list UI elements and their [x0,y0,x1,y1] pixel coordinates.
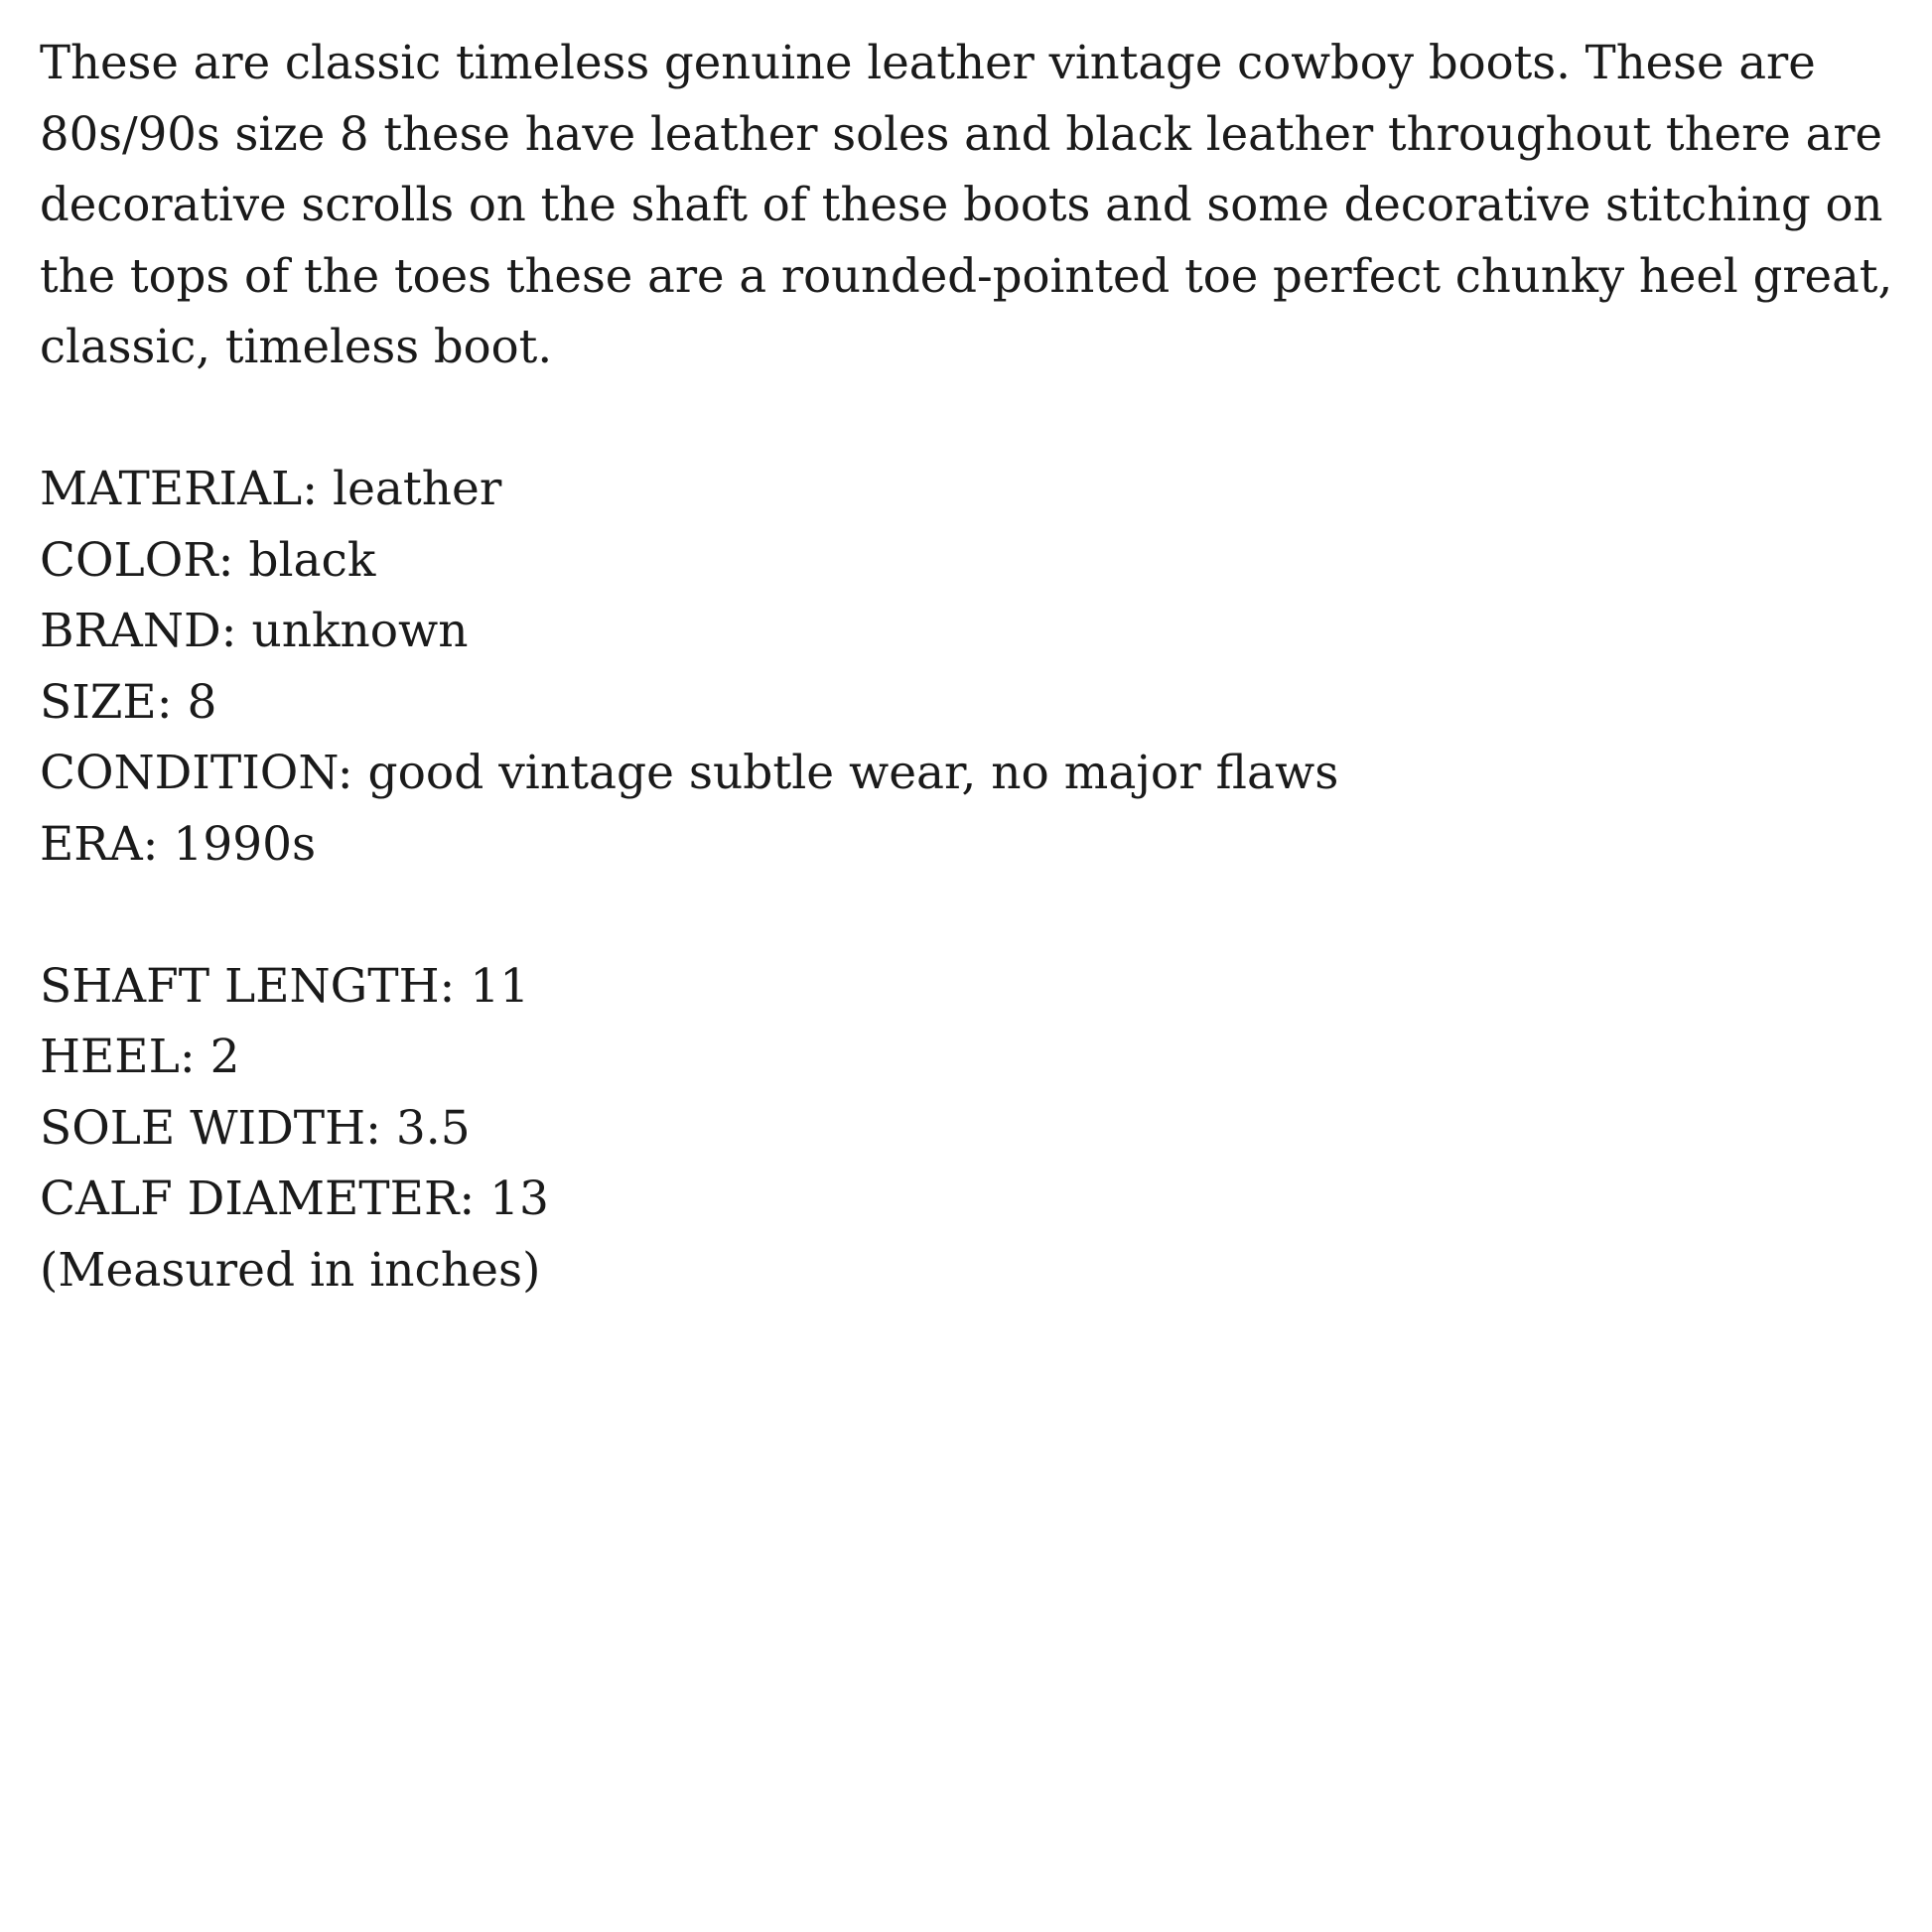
product-description: These are classic timeless genuine leather vintage cowboy boots. These are 80s/90s size 8 these have leather soles and black leather throughout there are decorative scrolls on the shaft of these boots and some decorative stitching on the tops of the toes these are a rounded-pointed toe perfect chunky heel great, classic, timeless boot. [40,36,1893,373]
spec-condition: CONDITION: good vintage subtle wear, no major flaws [40,746,1339,800]
measurement-shaft-length: SHAFT LENGTH: 11 [40,958,530,1014]
spec-color: COLOR: black [40,532,376,588]
spec-material: MATERIAL: leather [40,462,502,516]
spec-list [40,454,1906,880]
measurement-calf-diameter: CALF DIAMETER: 13 [40,1172,549,1226]
section-gap [40,880,1906,951]
spec-era: ERA: 1990s [40,816,317,872]
section-gap [40,383,1906,455]
measurement-units-note: (Measured in inches) [40,1242,541,1298]
spec-size: SIZE: 8 [40,674,217,730]
listing-description-page [40,28,1906,1306]
measurement-sole-width: SOLE WIDTH: 3.5 [40,1100,471,1156]
measurement-list [40,951,1906,1307]
measurement-heel: HEEL: 2 [40,1030,240,1084]
spec-brand: BRAND: unknown [40,604,469,658]
